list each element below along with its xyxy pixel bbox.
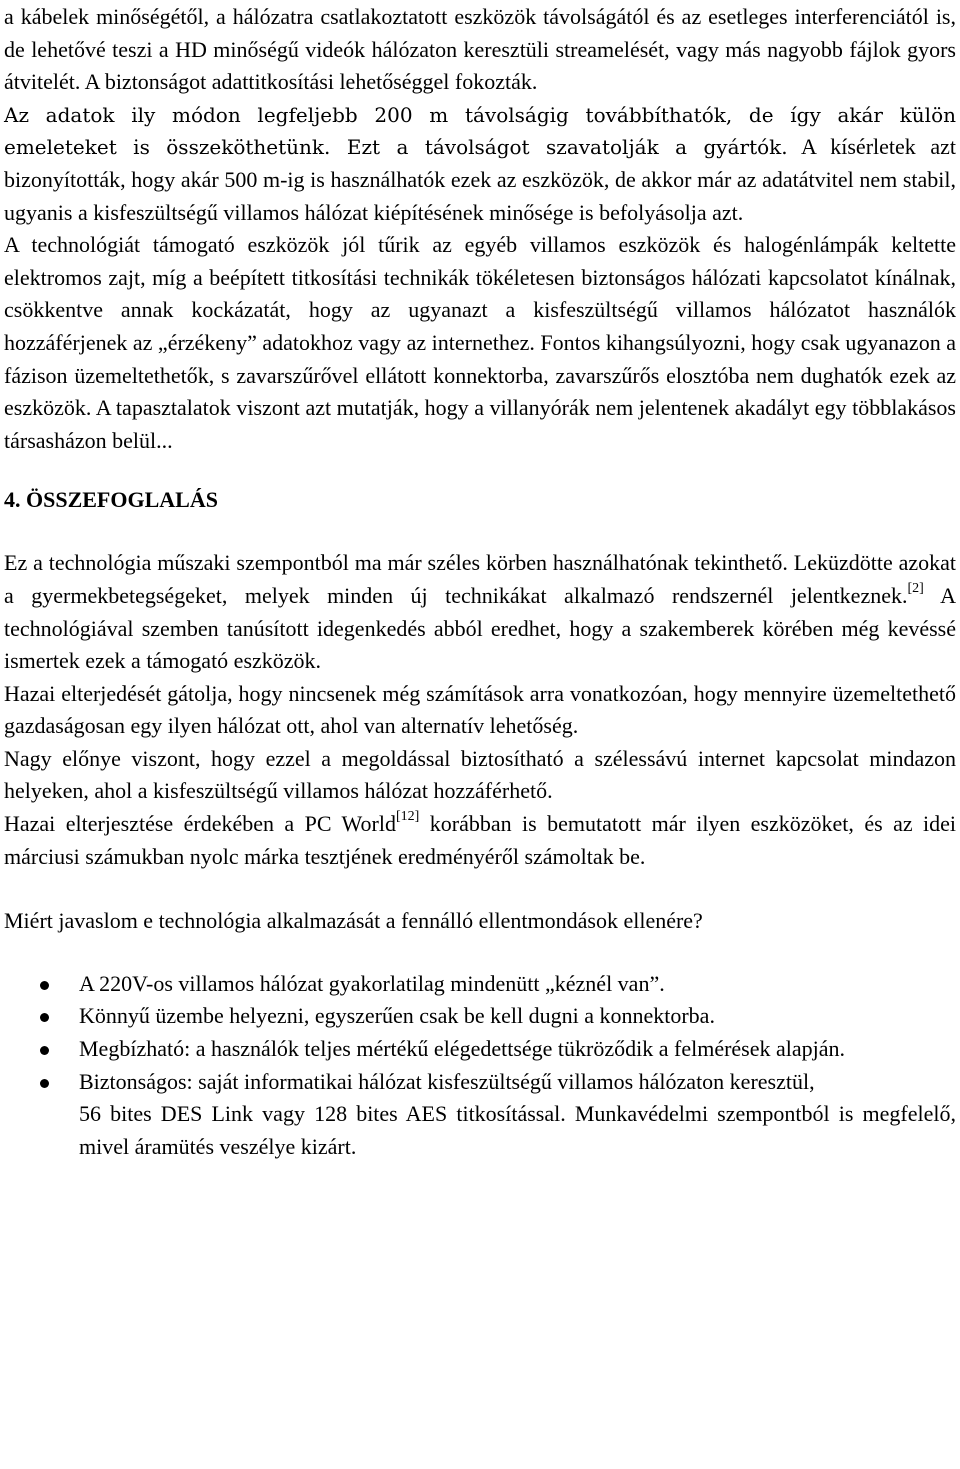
- document-page: [4, 1, 956, 1163]
- paragraph-text: korábban is bemutatott már ilyen eszközöket, és az idei márciusi számukban nyolc márka tesztjének eredményéről számoltak be.: [4, 811, 957, 869]
- paragraph-text-experiments: A kísérletek azt bizonyították, hogy akár 500 m-ig is használhatók ezek az eszközök, de akkor már az adatátvitel nem stabil, ugyanis a kisfeszültségű villamos hálózat kiépítésének minősége is befolyásolja azt.: [4, 134, 957, 225]
- paragraph-plc-quality: [4, 1, 956, 229]
- list-item: [4, 1000, 956, 1033]
- paragraph-text: Nagy előnye viszont, hogy ezzel a megoldással biztosítható a szélessávú internet kapcsolat mindazon helyeken, ahol a kisfeszültségű villamos hálózat hozzáférhető.: [4, 745, 956, 804]
- paragraph-text: A technológiát támogató eszközök jól tűrik az egyéb villamos eszközök és halogénlámpák keltette elektromos zajt, míg a beépített titkosítási technikák tökéletesen biztonságos hálózati kapcsolatot kínálnak, csökkentve annak kockázatát, hogy az ugyanazt a kisfeszültségű villamos hálózatot használók hozzáférjenek az „érzékeny” adatokhoz vagy az internethez. Fontos kihangsúlyozni, hogy csak ugyanazon a fázison üzemeltethetők, s zavarszűrővel ellátott konnektorba, zavarszűrős elosztóba nem dughatók ezek az eszközök. A tapasztalatok viszont azt mutatják, hogy a villanyórák nem jelentenek akadályt egy többlakásos társasházon belül...: [4, 232, 956, 453]
- section-heading: 4. ÖSSZEFOGLALÁS: [4, 487, 218, 513]
- paragraph-text: a kábelek minőségétől, a hálózatra csatlakoztatott eszközök távolságától és az esetleges interferenciától is, de lehetővé teszi a HD minőségű videók hálózaton keresztüli streamelését, vagy más nagyobb fájlok gyors átvitelét. A biztonságot adattitkosítási lehetőséggel fokozták.: [4, 4, 956, 95]
- paragraph-text: A technológiával szemben tanúsított idegenkedés abból eredhet, hogy a szakemberek körében még kevéssé ismertek ezek a támogató eszközök.: [4, 582, 956, 674]
- paragraph-technology-support: [4, 229, 956, 457]
- paragraph-text: Hazai elterjedését gátolja, hogy nincsenek még számítások arra vonatkozóan, hogy mennyire üzemeltethető gazdaságosan egy ilyen hálózat ott, ahol van alternatív lehetőség.: [4, 680, 956, 739]
- advantages-list: [4, 968, 956, 1164]
- list-item: [4, 1066, 956, 1164]
- bullet-icon: [40, 1046, 49, 1055]
- paragraph-text: Ez a technológia műszaki szempontból ma már széles körben használhatónak tekinthető. Leküzdötte azokat a gyermekbetegségeket, melyek minden új technikákat alkalmazó rendszernél jelentkeznek.: [4, 550, 956, 608]
- summary-paragraph-3: [4, 743, 956, 808]
- list-item-text: A 220V-os villamos hálózat gyakorlatilag mindenütt „kéznél van”.: [79, 970, 665, 996]
- summary-paragraph-2: [4, 678, 956, 743]
- list-item-text: Biztonságos: saját informatikai hálózat kisfeszültségű villamos hálózaton keresztül,: [79, 1068, 815, 1094]
- list-item: [4, 1033, 956, 1066]
- bullet-icon: [40, 1013, 49, 1022]
- list-item: [4, 968, 956, 1001]
- reference-marker: [2]: [907, 580, 924, 596]
- paragraph-text-distance: Az adatok ily módon legfeljebb 200 m távolságig továbbíthatók, de így akár külön emeleteket is összeköthetünk. Ezt a távolságot szavatolják a gyártók.: [4, 102, 956, 160]
- summary-paragraph-4: [4, 808, 956, 873]
- list-item-continuation: 56 bites DES Link vagy 128 bites AES titkosítással. Munkavédelmi szempontból is megfelelő, mivel áramütés veszélye kizárt.: [79, 1101, 956, 1159]
- paragraph-text: Hazai elterjesztése érdekében a PC World: [4, 811, 396, 837]
- summary-paragraph-1: [4, 547, 956, 677]
- list-item-text: Könnyű üzembe helyezni, egyszerűen csak be kell dugni a konnektorba.: [79, 1003, 715, 1029]
- question-line: Miért javaslom e technológia alkalmazását a fennálló ellentmondások ellenére?: [4, 908, 703, 934]
- bullet-icon: [40, 1079, 49, 1088]
- reference-marker: [12]: [396, 809, 420, 825]
- bullet-icon: [40, 981, 49, 990]
- list-item-text: Megbízható: a használók teljes mértékű elégedettsége tükröződik a felmérések alapján.: [79, 1036, 846, 1062]
